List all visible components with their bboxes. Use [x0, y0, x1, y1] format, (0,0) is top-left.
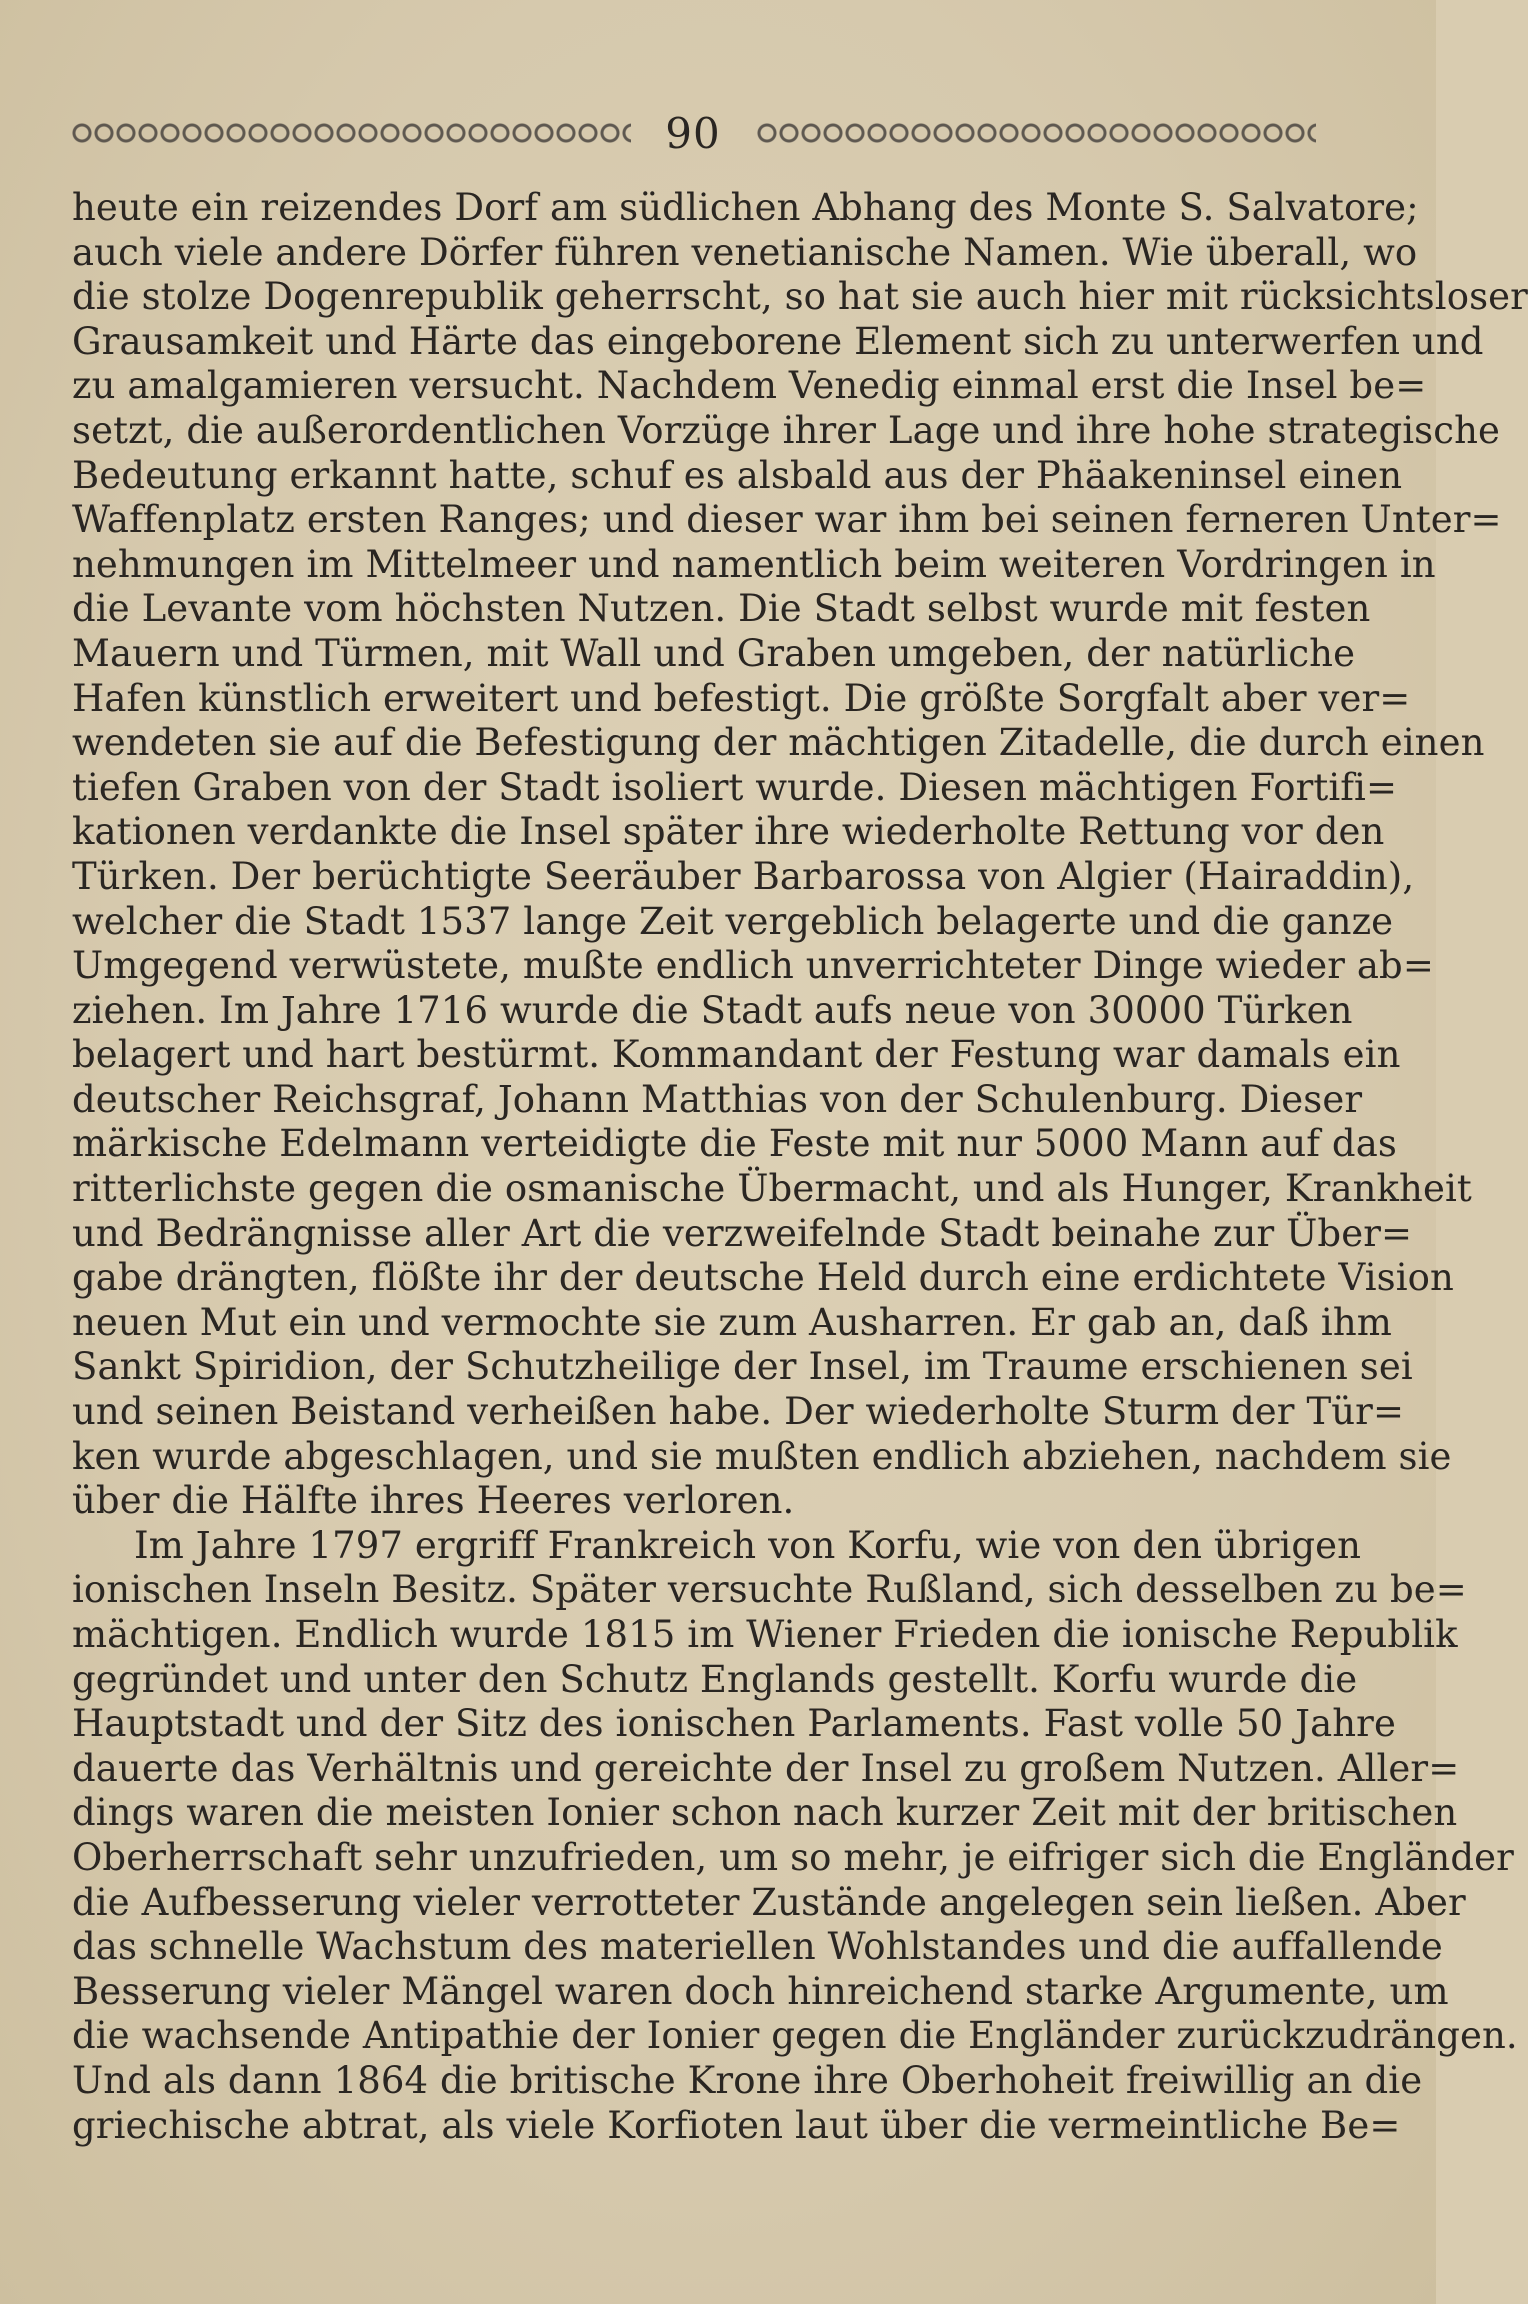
text-line: Bedeutung erkannt hatte, schuf es alsbald aus der Phäakeninsel einen	[72, 453, 1403, 497]
text-line: ken wurde abgeschlagen, und sie mußten endlich abziehen, nachdem sie	[72, 1434, 1452, 1478]
text-line: über die Hälfte ihres Heeres verloren.	[72, 1479, 795, 1523]
text-line: ziehen. Im Jahre 1716 wurde die Stadt aufs neue von 30000 Türken	[72, 988, 1353, 1032]
text-line: neuen Mut ein und vermochte sie zum Ausharren. Er gab an, daß ihm	[72, 1300, 1392, 1344]
text-line: Und als dann 1864 die britische Krone ihre Oberhoheit freiwillig an die	[72, 2058, 1423, 2102]
text-line: heute ein reizendes Dorf am südlichen Abhang des Monte S. Salvatore;	[72, 186, 1419, 229]
text-line: Im Jahre 1797 ergriff Frankreich von Korfu, wie von den übrigen	[134, 1523, 1362, 1567]
text-line: setzt, die außerordentlichen Vorzüge ihrer Lage und ihre hohe strategische	[72, 408, 1500, 452]
text-line: Besserung vieler Mängel waren doch hinreichend starke Argumente, um	[72, 1969, 1449, 2013]
text-line: Hafen künstlich erweitert und befestigt. Die größte Sorgfalt aber ver=	[72, 676, 1411, 720]
text-line: dauerte das Verhältnis und gereichte der Insel zu großem Nutzen. Aller=	[72, 1746, 1460, 1790]
text-line: gabe drängten, flößte ihr der deutsche Held durch eine erdichtete Vision	[72, 1256, 1454, 1300]
text-line: Grausamkeit und Härte das eingeborene Element sich zu unterwerfen und	[72, 319, 1484, 363]
text-line: Sankt Spiridion, der Schutzheilige der Insel, im Traume erschienen sei	[72, 1345, 1413, 1389]
text-line: belagert und hart bestürmt. Kommandant der Festung war damals ein	[72, 1033, 1401, 1077]
text-line: die Levante vom höchsten Nutzen. Die Stadt selbst wurde mit festen	[72, 587, 1371, 631]
text-line: deutscher Reichsgraf, Johann Matthias von der Schulenburg. Dieser	[72, 1077, 1363, 1121]
text-line: und Bedrängnisse aller Art die verzweifelnde Stadt beinahe zur Über=	[72, 1211, 1413, 1255]
text-line: zu amalgamieren versucht. Nachdem Venedig einmal erst die Insel be=	[72, 364, 1427, 408]
text-line: ritterlichste gegen die osmanische Übermacht, und als Hunger, Krankheit	[72, 1167, 1472, 1211]
text-line: kationen verdankte die Insel später ihre wiederholte Rettung vor den	[72, 810, 1385, 854]
text-line: Türken. Der berüchtigte Seeräuber Barbarossa von Algier (Hairaddin),	[72, 854, 1415, 898]
text-line: märkische Edelmann verteidigte die Feste mit nur 5000 Mann auf das	[72, 1122, 1397, 1166]
right-ornament-border	[755, 116, 1316, 150]
body-text	[72, 186, 1528, 2148]
text-line: die wachsende Antipathie der Ionier gegen die Engländer zurückzudrängen.	[72, 2014, 1518, 2058]
text-line: auch viele andere Dörfer führen venetianische Namen. Wie überall, wo	[72, 230, 1418, 274]
text-line: Mauern und Türmen, mit Wall und Graben umgeben, der natürliche	[72, 631, 1356, 675]
text-line: mächtigen. Endlich wurde 1815 im Wiener Frieden die ionische Republik	[72, 1613, 1458, 1656]
text-line: Hauptstadt und der Sitz des ionischen Parlaments. Fast volle 50 Jahre	[72, 1702, 1396, 1746]
text-line: nehmungen im Mittelmeer und namentlich beim weiteren Vordringen in	[72, 542, 1436, 586]
page-number: 90	[665, 108, 721, 158]
left-ornament-border	[70, 116, 631, 150]
text-line: und seinen Beistand verheißen habe. Der wiederholte Sturm der Tür=	[72, 1390, 1405, 1434]
text-line: griechische abtrat, als viele Korfioten laut über die vermeintliche Be=	[72, 2103, 1401, 2147]
text-line: ionischen Inseln Besitz. Später versuchte Rußland, sich desselben zu be=	[72, 1568, 1467, 1612]
text-line: gegründet und unter den Schutz Englands gestellt. Korfu wurde die	[72, 1657, 1358, 1701]
page-header	[70, 98, 1316, 168]
text-line: die stolze Dogenrepublik geherrscht, so hat sie auch hier mit rücksichtsloser	[72, 275, 1528, 319]
text-line: das schnelle Wachstum des materiellen Wohlstandes und die auffallende	[72, 1925, 1443, 1969]
text-line: wendeten sie auf die Befestigung der mächtigen Zitadelle, die durch einen	[72, 721, 1485, 765]
text-line: Umgegend verwüstete, mußte endlich unverrichteter Dinge wieder ab=	[72, 944, 1434, 988]
text-line: dings waren die meisten Ionier schon nach kurzer Zeit mit der britischen	[72, 1791, 1458, 1835]
text-line: Waffenplatz ersten Ranges; und dieser war ihm bei seinen ferneren Unter=	[72, 498, 1502, 542]
text-line: welcher die Stadt 1537 lange Zeit vergeblich belagerte und die ganze	[72, 899, 1394, 943]
text-line: Oberherrschaft sehr unzufrieden, um so mehr, je eifriger sich die Engländer	[72, 1835, 1514, 1879]
text-line: die Aufbesserung vieler verrotteter Zustände angelegen sein ließen. Aber	[72, 1880, 1466, 1924]
text-line: tiefen Graben von der Stadt isoliert wurde. Diesen mächtigen Fortifi=	[72, 765, 1398, 809]
